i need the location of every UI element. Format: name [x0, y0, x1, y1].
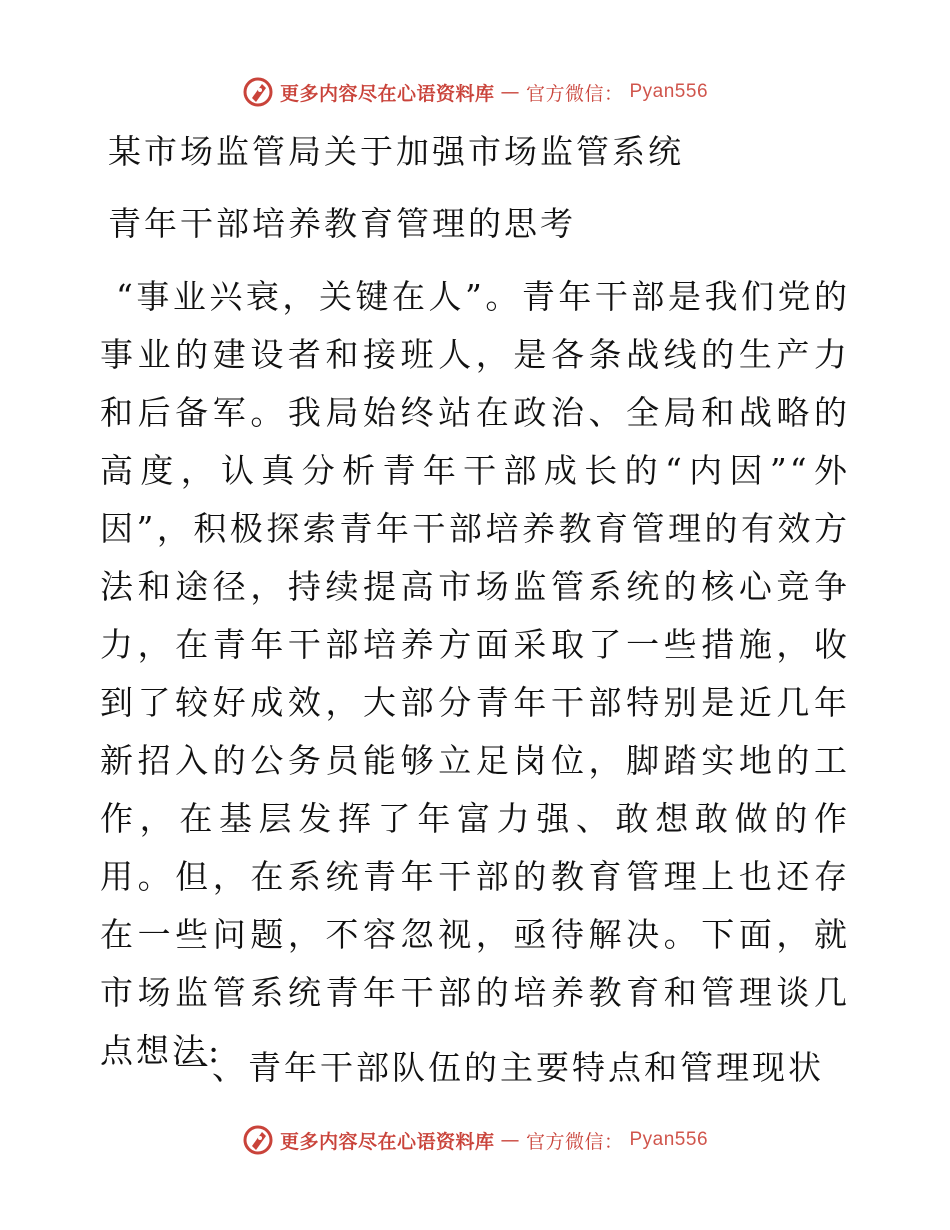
watermark-separator: —: [500, 1129, 520, 1151]
watermark-text: 更多内容尽在心语资料库: [279, 1130, 495, 1153]
pen-nib-icon: [242, 76, 274, 108]
document-title-line-1: 某市场监管局关于加强市场监管系统: [108, 132, 684, 171]
watermark-label: 官方微信：: [525, 1130, 624, 1153]
pen-nib-icon: [242, 1124, 274, 1156]
header-watermark: [0, 72, 950, 112]
section-heading: 一、青年干部队伍的主要特点和管理现状: [176, 1048, 824, 1087]
watermark-separator: —: [500, 81, 520, 103]
watermark-wechat-id: Pyan556: [629, 81, 709, 102]
document-title-line-2: 青年干部培养教育管理的思考: [108, 204, 576, 243]
footer-watermark: [0, 1120, 950, 1160]
watermark-label: 官方微信：: [525, 82, 624, 105]
watermark-wechat-id: Pyan556: [629, 1129, 709, 1150]
watermark-text: 更多内容尽在心语资料库: [279, 82, 495, 105]
body-paragraph: “事业兴衰，关键在人”。青年干部是我们党的事业的建设者和接班人，是各条战线的生产力和后备军。我局始终站在政治、全局和战略的高度，认真分析青年干部成长的“内因”“外因”，积极探索青年干部培养教育管理的有效方法和途径，持续提高市场监管系统的核心竞争力，在青年干部培养方面采取了一些措施，收到了较好成效，大部分青年干部特别是近几年新招入的公务员能够立足岗位，脚踏实地的工作，在基层发挥了年富力强、敢想敢做的作用。但，在系统青年干部的教育管理上也还存在一些问题，不容忽视，亟待解决。下面，就市场监管系统青年干部的培养教育和管理谈几点想法:: [100, 277, 850, 1070]
